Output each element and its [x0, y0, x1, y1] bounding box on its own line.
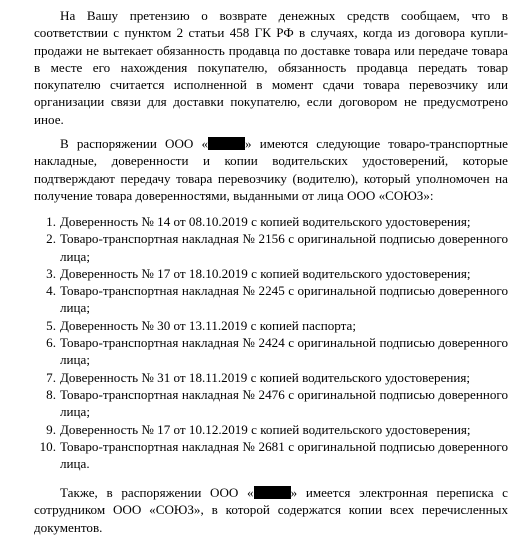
list-item	[34, 265, 508, 282]
list-item	[34, 317, 508, 334]
paragraph-correspondence-end: » имеется электронная переписка с сотрудником ООО «СОЮЗ», в которой содержатся копии всех перечисленных документов.	[34, 485, 508, 535]
list-item	[34, 386, 508, 421]
list-item-number: 4.	[46, 283, 56, 299]
documents-list	[34, 213, 508, 472]
list-item-number: 9.	[46, 421, 56, 437]
list-item-text: Товаро-транспортная накладная № 2156 с оригинальной подписью доверенного лица;	[60, 231, 508, 264]
list-item-text: Доверенность № 31 от 18.11.2019 с копией водительского удостоверения;	[60, 369, 471, 385]
list-item-number: 1.	[46, 214, 56, 229]
list-item-text: Товаро-транспортная накладная № 2681 с оригинальной подписью доверенного лица.	[60, 438, 508, 472]
list-item-number: 5.	[46, 317, 56, 333]
list-item	[34, 334, 508, 369]
paragraph-correspondence	[34, 484, 508, 536]
paragraph-documents-intro-start: В распоряжении ООО «	[60, 136, 209, 151]
list-item	[34, 421, 508, 438]
redaction-box	[254, 486, 291, 499]
list-item-text: Доверенность № 30 от 13.11.2019 с копией паспорта;	[60, 317, 356, 333]
list-item	[34, 213, 508, 230]
list-item	[34, 438, 508, 473]
list-item-text: Доверенность № 17 от 10.12.2019 с копией водительского удостоверения;	[60, 421, 471, 437]
redaction-box	[208, 137, 245, 150]
paragraph-correspondence-start: Также, в распоряжении ООО «	[60, 485, 254, 500]
list-item	[34, 369, 508, 386]
list-item-number: 10.	[39, 438, 56, 454]
list-item-text: Товаро-транспортная накладная № 2245 с оригинальной подписью доверенного лица;	[60, 283, 508, 316]
paragraph-documents-intro-end: » имеются следующие товаро-транспортные накладные, доверенности и копии водительских удостоверений, которые подтверждают передачу товара перевозчику (водителю), который уполномочен на получение товара доверенностями, выданными от лица ООО «СОЮЗ»:	[34, 136, 508, 203]
list-item	[34, 282, 508, 317]
list-item-number: 6.	[46, 335, 56, 351]
list-item-text: Товаро-транспортная накладная № 2424 с оригинальной подписью доверенного лица;	[60, 335, 508, 368]
list-item	[34, 230, 508, 265]
list-item-number: 3.	[46, 265, 56, 281]
list-item-text: Товаро-транспортная накладная № 2476 с оригинальной подписью доверенного лица;	[60, 386, 508, 420]
list-item-text: Доверенность № 14 от 08.10.2019 с копией водительского удостоверения;	[60, 214, 471, 229]
paragraph-documents-intro	[34, 135, 508, 204]
list-item-text: Доверенность № 17 от 18.10.2019 с копией водительского удостоверения;	[60, 265, 471, 281]
list-item-number: 7.	[46, 369, 56, 385]
paragraph-claim-response: На Вашу претензию о возврате денежных средств сообщаем, что в соответствии с пунктом 2 статьи 458 ГК РФ в случаях, когда из договора купли-продажи не вытекает обязанность продавца по доставке товара или передаче товара в месте его нахождения покупателю, обязанность продавца передать товар покупателю считается исполненной в момент сдачи товара перевозчику или организации связи для доставки покупателю, если договором не предусмотрено иное.	[34, 8, 508, 127]
list-item-number: 8.	[46, 386, 56, 402]
list-item-number: 2.	[46, 231, 56, 247]
